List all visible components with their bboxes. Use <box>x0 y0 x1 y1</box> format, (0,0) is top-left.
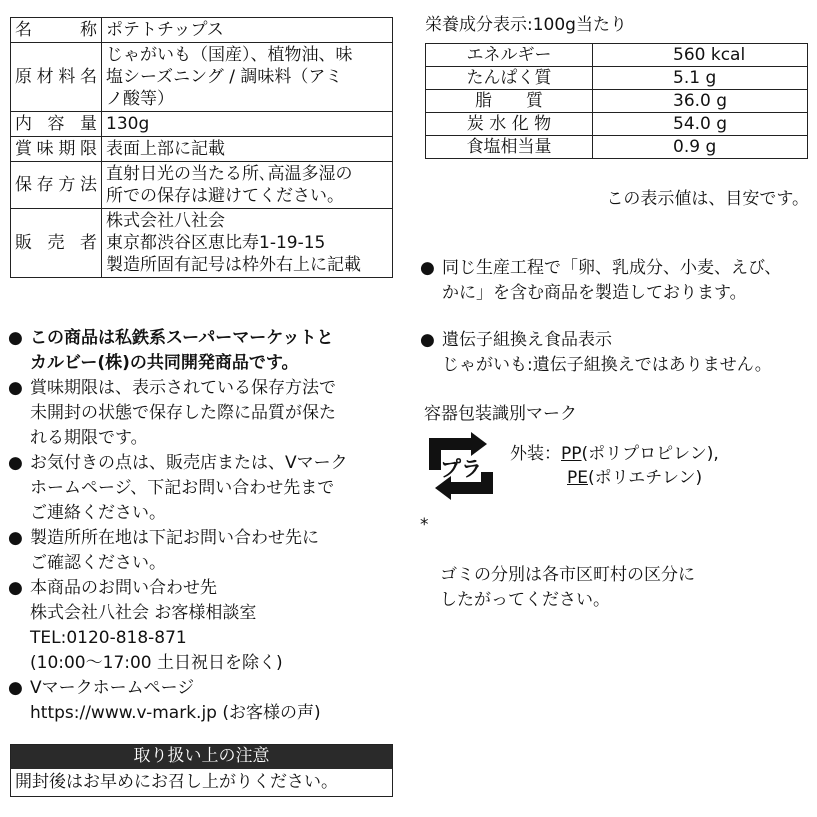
bullet-icon: ● <box>8 453 23 473</box>
note-text: 製造所所在地は下記お問い合わせ先に ご確認ください。 <box>30 528 319 573</box>
info-row <box>11 137 393 162</box>
bullet-icon: ● <box>420 258 435 278</box>
info-row <box>11 162 393 209</box>
info-label: 販売者 <box>11 209 102 278</box>
note-item <box>8 576 396 676</box>
info-label: 賞味期限 <box>11 137 102 162</box>
product-info-table <box>10 17 393 278</box>
notes-list <box>8 326 396 726</box>
info-value: 表面上部に記載 <box>102 137 393 162</box>
nutrition-row <box>426 44 808 67</box>
outer-label: 外装： <box>510 444 561 464</box>
info-row <box>11 112 393 137</box>
note-text: 賞味期限は、表示されている保存方法で 未開封の状態で保存した際に品質が保た れる期限です。 <box>30 378 336 448</box>
nutrition-value: 36.0 g <box>593 90 808 113</box>
product-info-body <box>11 18 393 278</box>
note-item <box>8 376 396 451</box>
note-item <box>8 676 396 726</box>
nutrition-value: 5.1 g <box>593 67 808 90</box>
pla-recycle-icon <box>425 430 497 502</box>
nutrition-body <box>426 44 808 159</box>
note-text: お気付きの点は、販売店または、Vマーク ホームページ、下記お問い合わせ先まで ご連絡ください。 <box>30 453 348 523</box>
material-row-pp <box>510 442 719 466</box>
nutrition-table <box>425 43 808 159</box>
garbage-note-line <box>420 513 810 613</box>
nutrition-note: この表示値は、目安です。 <box>606 189 809 209</box>
right-note-item <box>420 256 815 306</box>
nutrition-value: 0.9 g <box>593 136 808 159</box>
bullet-icon: ● <box>8 578 23 598</box>
nutrition-row <box>426 136 808 159</box>
material-code-pp: PP <box>561 444 582 464</box>
info-label: 内容量 <box>11 112 102 137</box>
bullet-icon: ● <box>8 678 23 698</box>
info-row <box>11 209 393 278</box>
handling-caution-text: 開封後はお早めにお召し上がりください。 <box>15 772 338 792</box>
nutrition-label: 炭 水 化 物 <box>426 113 593 136</box>
note-item <box>8 526 396 576</box>
info-label: 原材料名 <box>11 43 102 112</box>
garbage-note <box>420 513 810 613</box>
info-value: 株式会社八社会 東京都渋谷区恵比寿1-19-15 製造所固有記号は枠外右上に記載 <box>102 209 393 278</box>
nutrition-label: エネルギー <box>426 44 593 67</box>
right-note-item <box>420 328 815 378</box>
note-text: Vマークホームページ https://www.v-mark.jp (お客様の声) <box>30 678 321 723</box>
pla-icon-text: プラ <box>440 457 482 481</box>
material-row-pe <box>510 466 719 490</box>
nutrition-value: 54.0 g <box>593 113 808 136</box>
nutrition-label: たんぱく質 <box>426 67 593 90</box>
nutrition-row <box>426 90 808 113</box>
material-name-pe: (ポリエチレン) <box>588 468 703 488</box>
nutrition-value: 560 kcal <box>593 44 808 67</box>
info-row <box>11 18 393 43</box>
recycling-materials <box>510 442 719 490</box>
nutrition-label: 食塩相当量 <box>426 136 593 159</box>
info-label: 名 称 <box>11 18 102 43</box>
nutrition-title: 栄養成分表示:100g当たり <box>425 15 627 35</box>
nutrition-row <box>426 113 808 136</box>
info-label: 保存方法 <box>11 162 102 209</box>
note-item <box>8 326 396 376</box>
note-text: 本商品のお問い合わせ先 株式会社八社会 お客様相談室 TEL:0120-818-871 (10:00～17:00 土日祝日を除く) <box>30 578 283 673</box>
bullet-icon: ● <box>420 330 435 350</box>
info-value: じゃがいも（国産）、植物油、味 塩シーズニング / 調味料（アミ ノ酸等） <box>102 43 393 112</box>
bullet-icon: ● <box>8 328 23 348</box>
handling-caution-box <box>10 744 393 797</box>
bullet-icon: ● <box>8 528 23 548</box>
material-name-pp: (ポリプロピレン), <box>581 444 719 464</box>
info-value: ポテトチップス <box>102 18 393 43</box>
note-text: この商品は私鉄系スーパーマーケットと カルビー(株)の共同開発商品です。 <box>30 328 334 373</box>
nutrition-row <box>426 67 808 90</box>
asterisk-mark: * <box>420 515 429 535</box>
nutrition-label: 脂 質 <box>426 90 593 113</box>
right-note-text: 同じ生産工程で「卵、乳成分、小麦、えび、 かに」を含む商品を製造しております。 <box>442 258 782 303</box>
handling-caution-heading: 取り扱い上の注意 <box>11 745 392 769</box>
info-value: 直射日光の当たる所､高温多湿の 所での保存は避けてください。 <box>102 162 393 209</box>
recycling-title: 容器包装識別マーク <box>424 404 577 424</box>
note-item <box>8 451 396 526</box>
garbage-note-text: ゴミの分別は各市区町村の区分に したがってください。 <box>440 565 695 610</box>
info-value: 130g <box>102 112 393 137</box>
info-row <box>11 43 393 112</box>
right-note-text: 遺伝子組換え食品表示 じゃがいも:遺伝子組換えではありません。 <box>442 330 772 375</box>
bullet-icon: ● <box>8 378 23 398</box>
allergen-gmo-notes <box>420 256 815 400</box>
material-code-pe: PE <box>567 468 588 488</box>
